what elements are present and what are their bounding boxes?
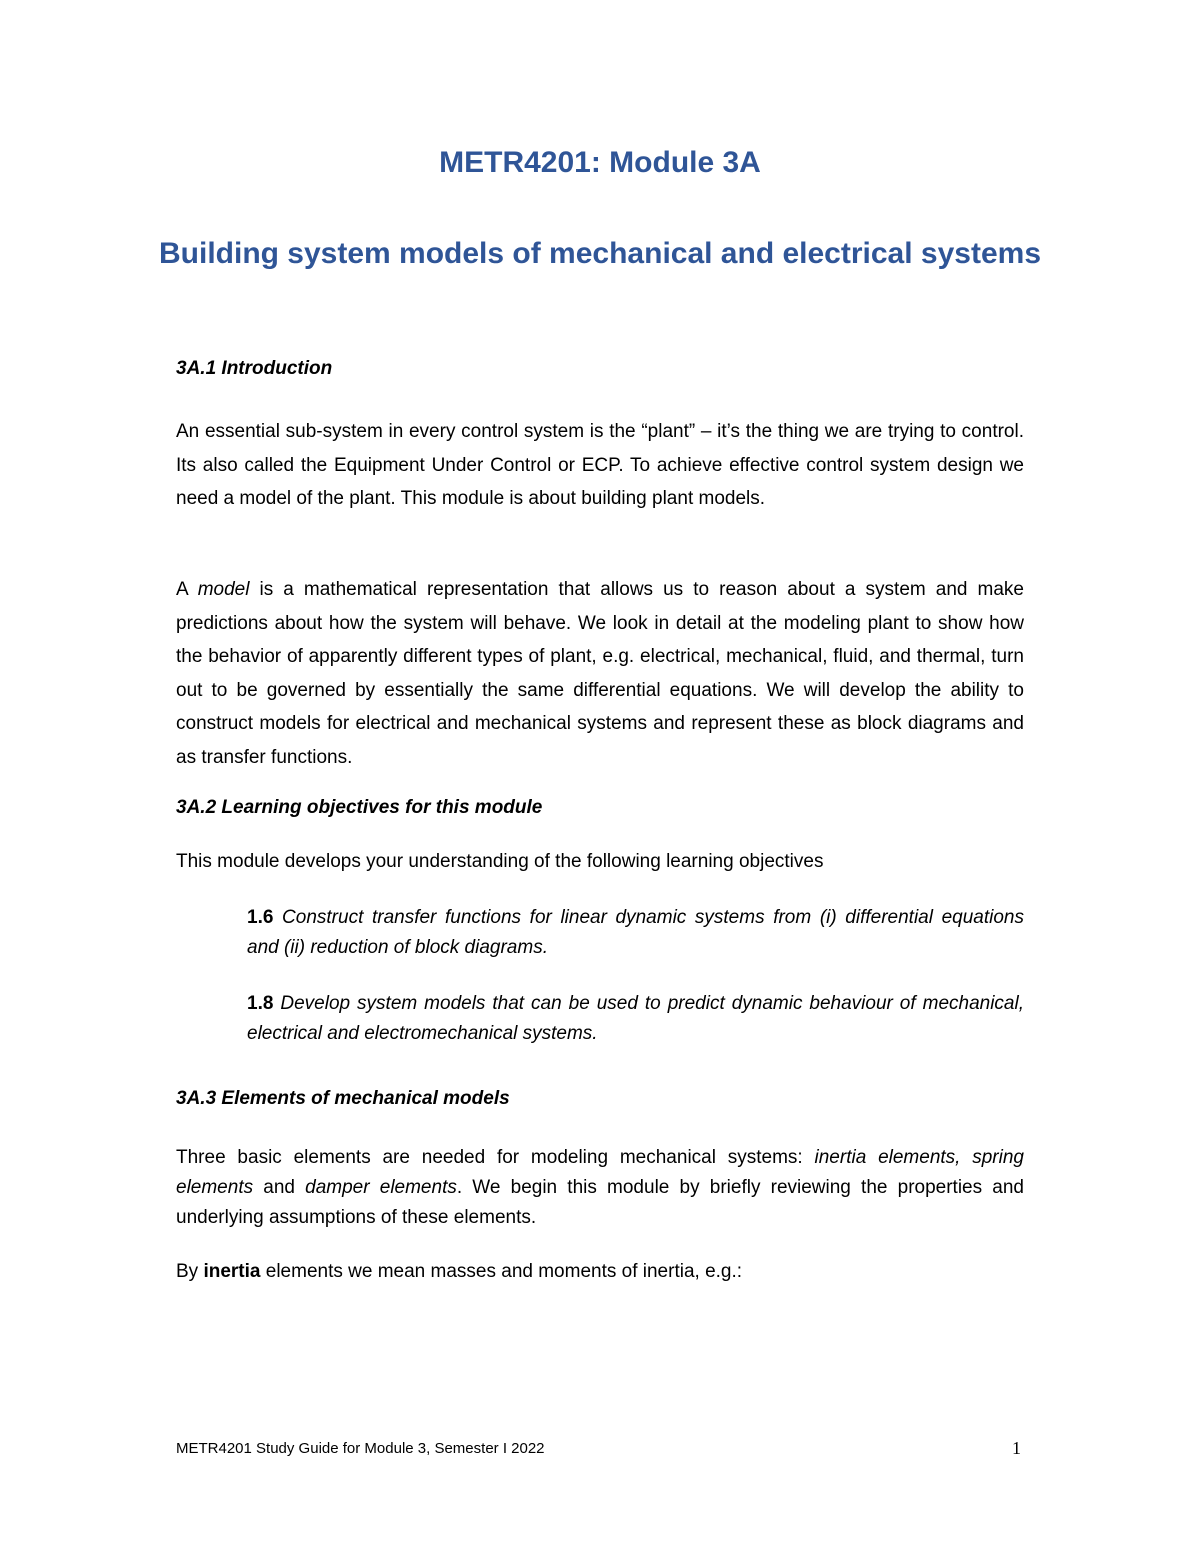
intro-p2-rest: is a mathematical representation that allows us to reason about a system and make predictions about how the system will behave. We look in detail at the modeling plant to show how the behavior of apparently different types of plant, e.g. electrical, mechanical, fluid, and thermal, turn out to be governed by essentially the same differential equations. We will develop the ability to construct models for electrical and mechanical systems and represent these as block diagrams and as transfer functions. — [176, 579, 1024, 768]
objective-text: Develop system models that can be used to predict dynamic behaviour of mechanical, electrical and electromechanical systems. — [247, 993, 1024, 1044]
document-subtitle-text: Building system models of mechanical and electrical systems — [159, 237, 1041, 270]
elements-p1-c: . We begin this module by briefly reviewing the properties and underlying assumptions of these elements. — [176, 1177, 1024, 1228]
intro-p2-emphasis: model — [197, 579, 250, 600]
document-subtitle — [0, 232, 1200, 276]
elements-p1-em2: damper elements — [305, 1177, 457, 1198]
intro-paragraph-1: An essential sub-system in every control system is the “plant” – it’s the thing we are trying to control. Its also called the Equipment Under Control or ECP. To achieve effective control system design we need a model of the plant. This module is about building plant models. — [176, 421, 1024, 509]
intro-paragraph-2 — [176, 573, 1024, 774]
intro-p2-lead: A — [176, 579, 198, 600]
objective-item — [247, 903, 1024, 963]
elements-p2-a: By — [176, 1261, 204, 1282]
section-heading-objectives: 3A.2 Learning objectives for this module — [176, 797, 543, 818]
elements-p2-b: elements we mean masses and moments of inertia, e.g.: — [260, 1261, 743, 1282]
objective-number: 1.6 — [247, 907, 274, 928]
elements-p1-b: and — [253, 1177, 306, 1198]
objective-text: Construct transfer functions for linear dynamic systems from (i) differential equations and (ii) reduction of block diagrams. — [247, 907, 1024, 958]
section-heading-elements: 3A.3 Elements of mechanical models — [176, 1088, 510, 1109]
footer-text: METR4201 Study Guide for Module 3, Semester I 2022 — [176, 1440, 545, 1457]
objectives-intro: This module develops your understanding of the following learning objectives — [176, 851, 824, 872]
elements-p1-a: Three basic elements are needed for modeling mechanical systems: — [176, 1147, 815, 1168]
document-title: METR4201: Module 3A — [439, 146, 761, 179]
section-heading-introduction: 3A.1 Introduction — [176, 358, 333, 379]
page-number: 1 — [1012, 1438, 1021, 1458]
elements-paragraph-1 — [176, 1143, 1024, 1233]
elements-paragraph-2 — [176, 1260, 1024, 1284]
elements-p2-strong: inertia — [203, 1261, 261, 1282]
elements-p1-em1: inertia elements, spring elements — [176, 1147, 1024, 1198]
objective-number: 1.8 — [247, 993, 274, 1014]
objective-item — [247, 989, 1024, 1049]
